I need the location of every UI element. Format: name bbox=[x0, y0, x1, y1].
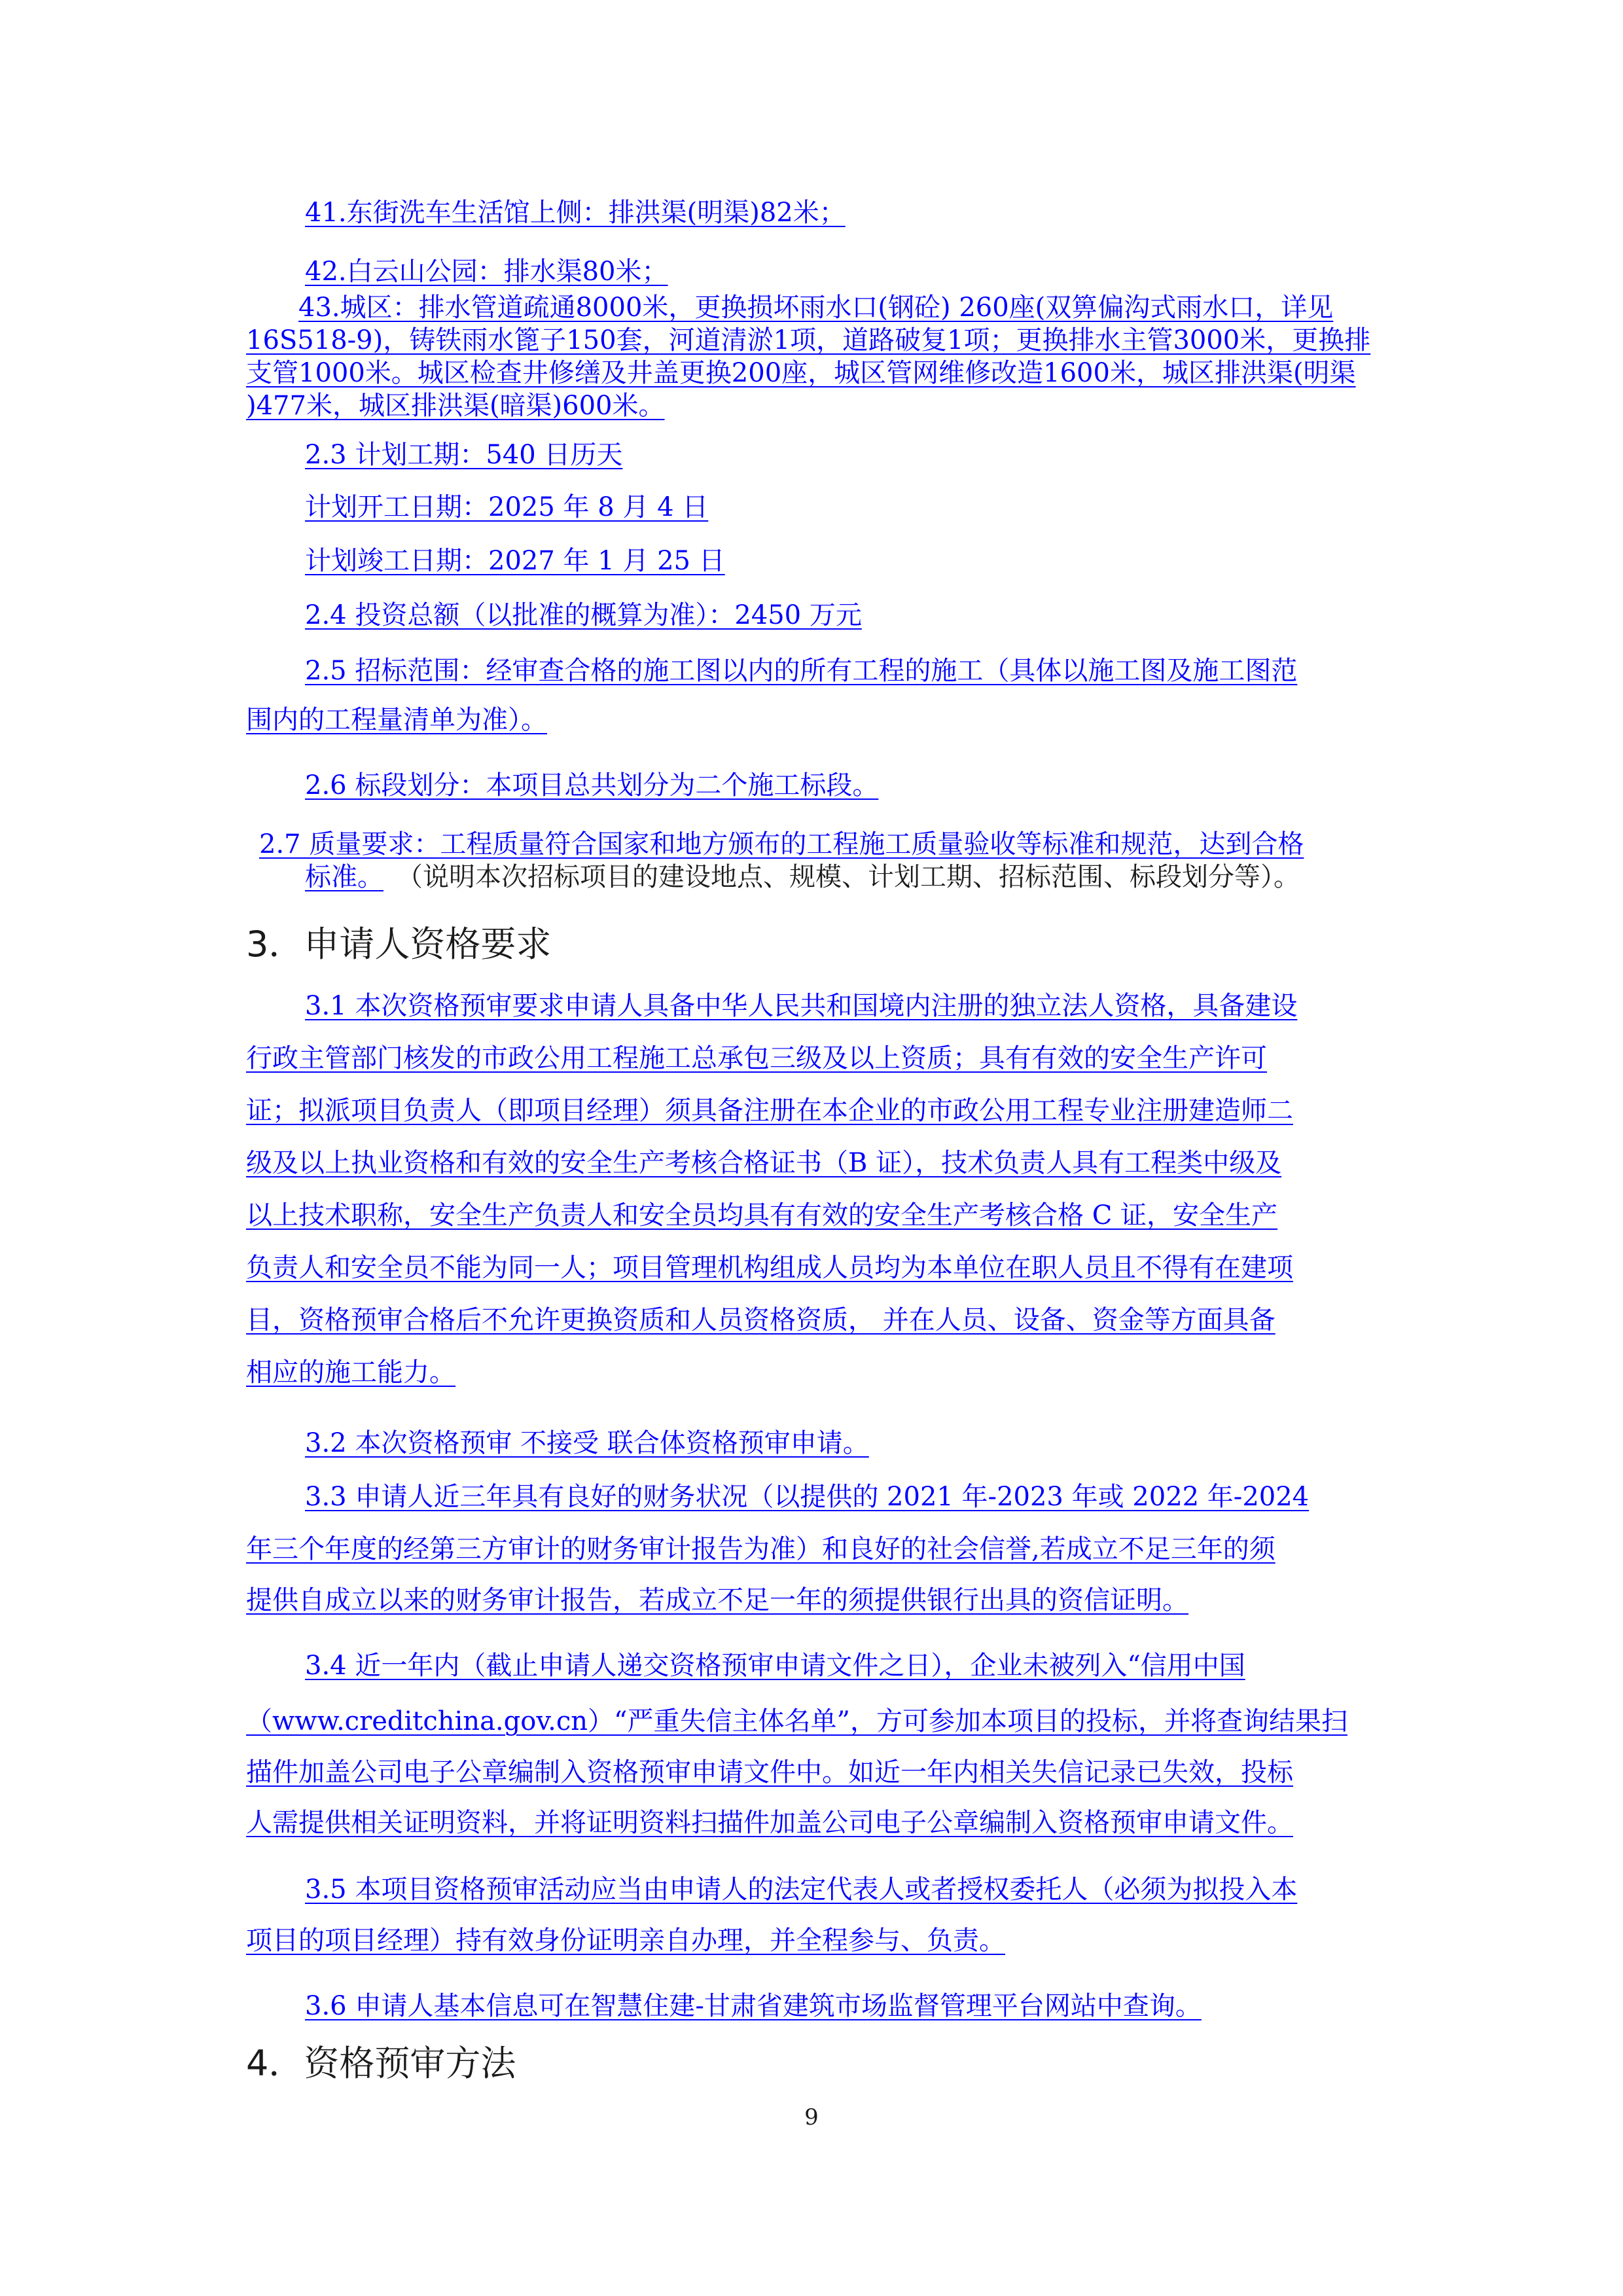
req-3-1-line-4: 级及以上执业资格和有效的安全生产考核合格证书（B 证），技术负责人具有工程类中级及 bbox=[246, 1148, 1282, 1178]
req-3-5-line-1: 3.5 本项目资格预审活动应当由申请人的法定代表人或者授权委托人（必须为拟投入本 bbox=[305, 1874, 1298, 1905]
req-3-6: 3.6 申请人基本信息可在智慧住建-甘肃省建筑市场监督管理平台网站中查询。 bbox=[305, 1991, 1202, 2021]
req-3-1-line-6: 负责人和安全员不能为同一人；项目管理机构组成人员均为本单位在职人员且不得有在建项 bbox=[246, 1253, 1293, 1283]
section-3-heading: 3．申请人资格要求 bbox=[246, 924, 552, 965]
item-41: 41.东街洗车生活馆上侧：排洪渠(明渠)82米； bbox=[305, 198, 846, 228]
req-3-4-line-3: 描件加盖公司电子公章编制入资格预审申请文件中。如近一年内相关失信记录已失效，投标 bbox=[246, 1757, 1293, 1787]
req-3-3-line-2: 年三个年度的经第三方审计的财务审计报告为准）和良好的社会信誉,若成立不足三年的须 bbox=[246, 1534, 1275, 1564]
plan-start-date: 计划开工日期：2025 年 8 月 4 日 bbox=[305, 492, 709, 522]
req-3-1-line-2: 行政主管部门核发的市政公用工程施工总承包三级及以上资质；具有有效的安全生产许可 bbox=[246, 1043, 1267, 1073]
bid-scope-line-1: 2.5 招标范围：经审查合格的施工图以内的所有工程的施工（具体以施工图及施工图范 bbox=[305, 656, 1298, 686]
quality-req-end: 标准。 bbox=[305, 862, 383, 892]
req-3-3-line-3: 提供自成立以来的财务审计报告，若成立不足一年的须提供银行出具的资信证明。 bbox=[246, 1585, 1188, 1615]
plan-end-date: 计划竣工日期：2027 年 1 月 25 日 bbox=[305, 546, 725, 576]
req-3-1-line-7: 目，资格预审合格后不允许更换资质和人员资格资质， 并在人员、设备、资金等方面具备 bbox=[246, 1305, 1275, 1335]
req-3-3-line-1: 3.3 申请人近三年具有良好的财务状况（以提供的 2021 年-2023 年或 2022 年-2024 bbox=[305, 1482, 1310, 1512]
quality-req-line-2 bbox=[305, 861, 1300, 893]
item-42: 42.白云山公园：排水渠80米； bbox=[305, 257, 668, 287]
lot-division: 2.6 标段划分：本项目总共划分为二个施工标段。 bbox=[305, 770, 879, 800]
req-3-1-line-1: 3.1 本次资格预审要求申请人具备中华人民共和国境内注册的独立法人资格，具备建设 bbox=[305, 991, 1298, 1021]
req-3-1-line-8: 相应的施工能力。 bbox=[246, 1357, 455, 1388]
section2-note: （说明本次招标项目的建设地点、规模、计划工期、招标范围、标段划分等）。 bbox=[410, 862, 1300, 892]
req-3-4-line-2: （www.creditchina.gov.cn）“严重失信主体名单”，方可参加本项目的投标，并将查询结果扫 bbox=[246, 1706, 1347, 1736]
page-number: 9 bbox=[804, 2104, 819, 2130]
req-3-1-line-5: 以上技术职称，安全生产负责人和安全员均具有有效的安全生产考核合格 C 证，安全生产 bbox=[246, 1200, 1278, 1230]
quality-req-line-1: 2.7 质量要求：工程质量符合国家和地方颁布的工程施工质量验收等标准和规范，达到合格 bbox=[259, 829, 1304, 859]
req-3-5-line-2: 项目的项目经理）持有效身份证明亲自办理，并全程参与、负责。 bbox=[246, 1926, 1005, 1956]
item-43-line-1: 43.城区：排水管道疏通8000米，更换损坏雨水口(钢砼) 260座(双箅偏沟式雨水口，详见 bbox=[298, 293, 1334, 323]
item-43-line-3: 支管1000米。城区检查井修缮及井盖更换200座，城区管网维修改造1600米，城区排洪渠(明渠 bbox=[246, 358, 1356, 388]
bid-scope-line-2: 围内的工程量清单为准）。 bbox=[246, 705, 547, 735]
section-4-heading: 4．资格预审方法 bbox=[246, 2043, 516, 2084]
req-3-4-line-4: 人需提供相关证明资料，并将证明资料扫描件加盖公司电子公章编制入资格预审申请文件。 bbox=[246, 1808, 1293, 1838]
investment-total: 2.4 投资总额（以批准的概算为准）：2450 万元 bbox=[305, 600, 862, 630]
req-3-2: 3.2 本次资格预审 不接受 联合体资格预审申请。 bbox=[305, 1428, 869, 1458]
req-3-4-line-1: 3.4 近一年内（截止申请人递交资格预审申请文件之日），企业未被列入“信用中国 bbox=[305, 1651, 1245, 1681]
item-43-line-4: )477米，城区排洪渠(暗渠)600米。 bbox=[246, 391, 665, 421]
req-3-1-line-3: 证；拟派项目负责人（即项目经理）须具备注册在本企业的市政公用工程专业注册建造师二 bbox=[246, 1096, 1293, 1126]
item-43-line-2: 16S518-9)，铸铁雨水篦子150套，河道清淤1项，道路破复1项；更换排水主管3000米，更换排 bbox=[246, 325, 1371, 355]
plan-duration: 2.3 计划工期：540 日历天 bbox=[305, 440, 623, 470]
